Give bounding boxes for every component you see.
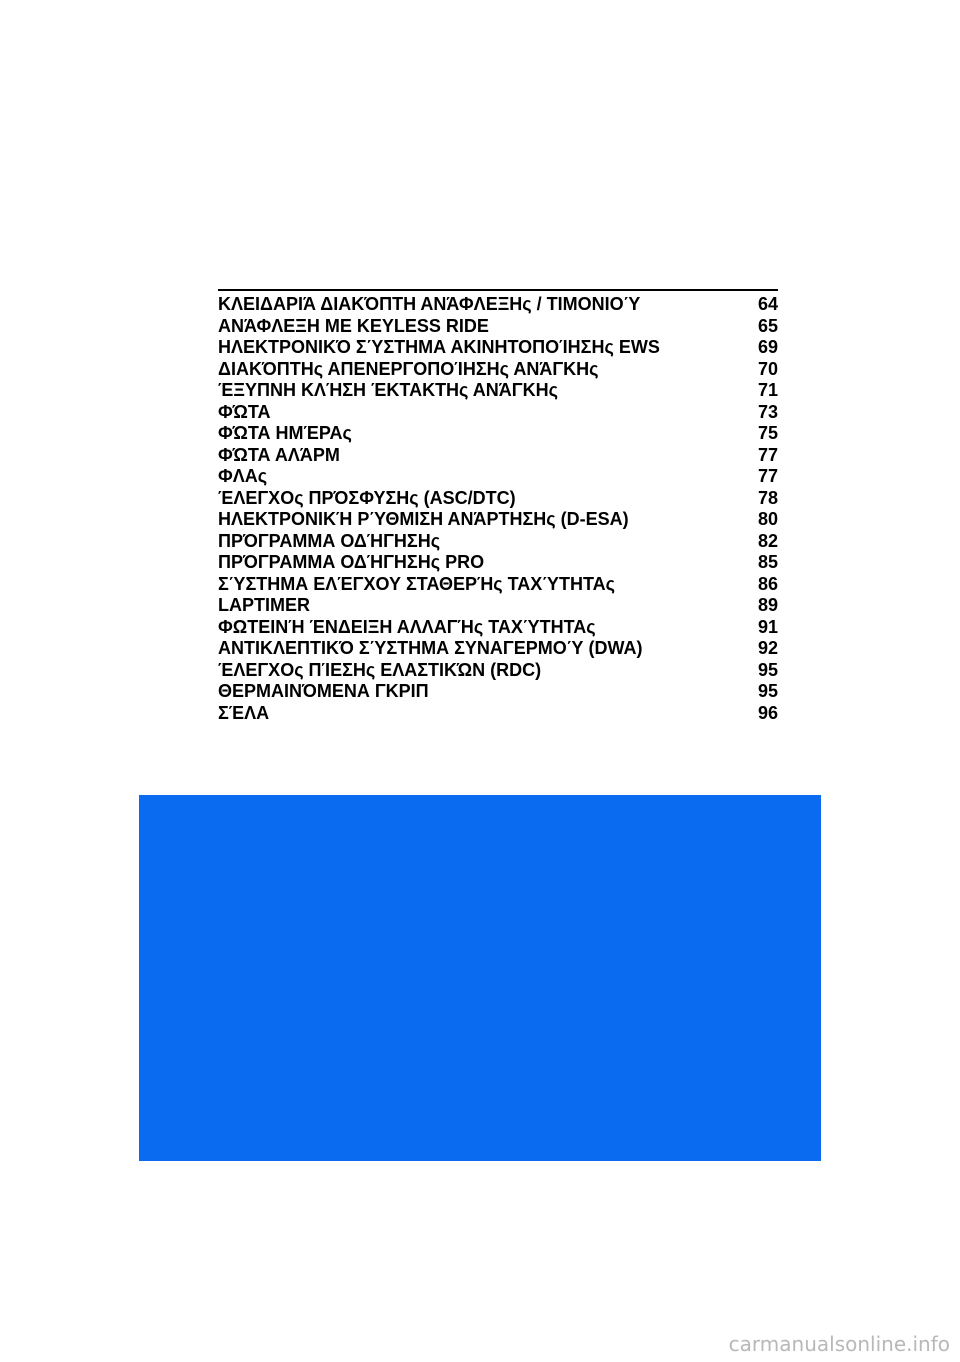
toc-entry-page: 91 [757,616,778,637]
toc-entry-page: 85 [757,552,778,572]
toc-entry[interactable] [218,423,778,445]
table-of-contents [218,289,778,724]
toc-entry[interactable] [218,638,778,660]
toc-entry-title: ΦΏΤΑ ΑΛΆΡΜ [218,444,340,465]
toc-entry[interactable] [218,402,778,424]
toc-entry-title: ΦΏΤΑ ΗΜΈΡΑς [218,423,352,443]
toc-entry[interactable] [218,488,778,510]
toc-entry-title: ΗΛΕΚΤΡΟΝΙΚΌ ΣΎΣΤΗΜΑ ΑΚΙΝΗΤΟΠΟΊΗΣΗς EWS [218,337,660,357]
toc-entry-title: ΑΝΆΦΛΕΞΗ ΜΕ KEYLESS RIDE [218,315,489,336]
toc-entry-title: ΈΛΕΓΧΟς ΠΡΌΣΦΥΣΗς (ASC/DTC) [218,487,516,508]
toc-entry[interactable] [218,595,778,617]
toc-entry-page: 80 [757,509,778,529]
toc-entry-page: 75 [757,423,778,443]
toc-entry-page: 95 [757,659,778,680]
toc-entry[interactable] [218,359,778,381]
toc-entry-page: 65 [757,315,778,336]
toc-entry[interactable] [218,337,778,359]
toc-entry[interactable] [218,316,778,338]
toc-entry-page: 92 [757,638,778,658]
toc-entry-title: ΠΡΌΓΡΑΜΜΑ ΟΔΉΓΗΣΗς PRO [218,552,485,572]
toc-entry-title: ΈΛΕΓΧΟς ΠΊΕΣΗς ΕΛΑΣΤΙΚΏΝ (RDC) [218,659,542,680]
toc-entry-page: 95 [757,681,778,701]
toc-entry-title: ΦΏΤΑ [218,401,271,422]
toc-entry-page: 86 [757,573,778,594]
toc-entry[interactable] [218,531,778,553]
toc-entry[interactable] [218,380,778,402]
toc-entry-title: ΠΡΌΓΡΑΜΜΑ ΟΔΉΓΗΣΗς [218,530,441,551]
toc-entry-page: 70 [757,358,778,379]
toc-entry-title: ΑΝΤΙΚΛΕΠΤΙΚΌ ΣΎΣΤΗΜΑ ΣΥΝΑΓΕΡΜΟΎ (DWA) [218,638,643,658]
toc-entry[interactable] [218,466,778,488]
toc-entry-page: 89 [757,595,778,615]
toc-entry-page: 69 [757,337,778,357]
toc-entry[interactable] [218,681,778,703]
toc-entry-page: 71 [757,380,778,400]
toc-entry-title: ΔΙΑΚΌΠΤΗς ΑΠΕΝΕΡΓΟΠΟΊΗΣΗς ΑΝΆΓΚΗς [218,358,599,379]
toc-entry[interactable] [218,552,778,574]
toc-entry-page: 64 [757,294,778,314]
blue-color-panel [139,795,821,1161]
toc-entry[interactable] [218,574,778,596]
toc-entry-title: ΦΩΤΕΙΝΉ ΈΝΔΕΙΞΗ ΑΛΛΑΓΉς ΤΑΧΎΤΗΤΑς [218,616,596,637]
toc-entry-page: 77 [757,466,778,486]
toc-entry-title: ΚΛΕΙΔΑΡΙΆ ΔΙΑΚΌΠΤΗ ΑΝΆΦΛΕΞΗς / ΤΙΜΟΝΙΟΎ [218,294,641,314]
toc-entry[interactable] [218,509,778,531]
toc-entry[interactable] [218,445,778,467]
toc-entry-title: ΣΈΛΑ [218,702,270,723]
watermark-text: carmanualsonline.info [728,1332,950,1356]
toc-entry[interactable] [218,294,778,316]
toc-entry-title: ΣΎΣΤΗΜΑ ΕΛΈΓΧΟΥ ΣΤΑΘΕΡΉς ΤΑΧΎΤΗΤΑς [218,573,616,594]
toc-entry[interactable] [218,703,778,725]
toc-entry[interactable] [218,660,778,682]
toc-entry-page: 73 [757,401,778,422]
toc-entry-page: 78 [757,487,778,508]
toc-entry-title: LAPTIMER [218,595,310,615]
toc-entry-page: 82 [757,530,778,551]
toc-entry-page: 77 [757,444,778,465]
toc-entry-page: 96 [757,702,778,723]
toc-entry-title: ΈΞΥΠΝΗ ΚΛΉΣΗ ΈΚΤΑΚΤΗς ΑΝΆΓΚΗς [218,380,558,400]
toc-entry-title: ΘΕΡΜΑΙΝΌΜΕΝΑ ΓΚΡΙΠ [218,681,429,701]
toc-entry[interactable] [218,617,778,639]
toc-entry-title: ΦΛΑς [218,466,268,486]
toc-entry-title: ΗΛΕΚΤΡΟΝΙΚΉ ΡΎΘΜΙΣΗ ΑΝΆΡΤΗΣΗς (D-ESA) [218,509,629,529]
